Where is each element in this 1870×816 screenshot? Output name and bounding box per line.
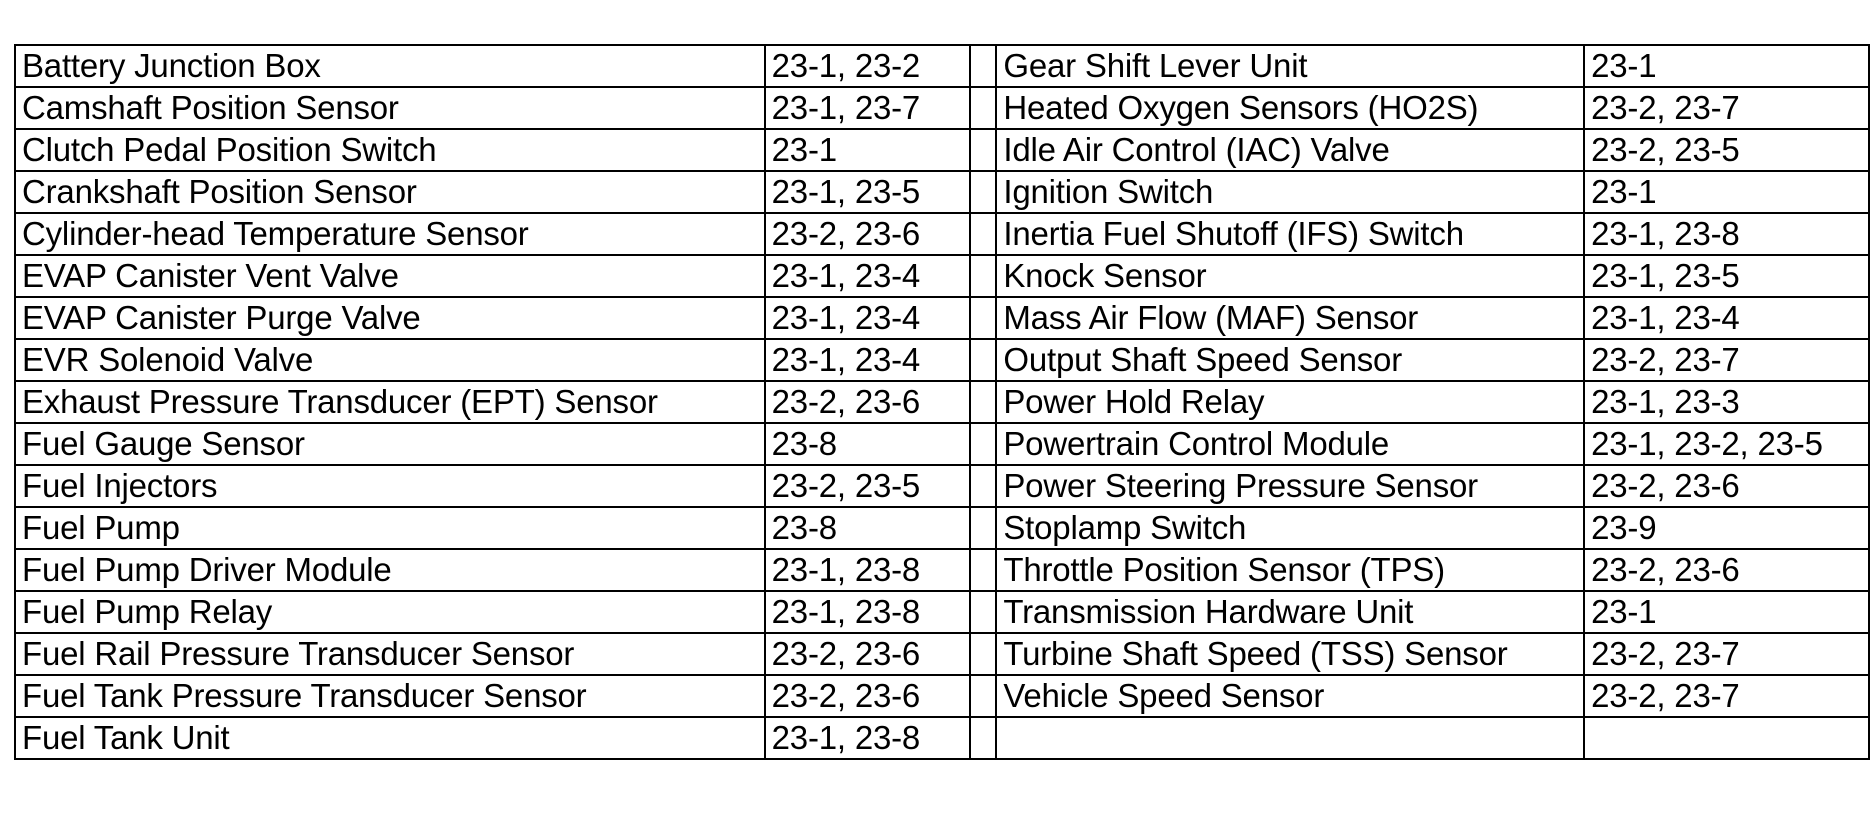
- component-name-cell: Fuel Gauge Sensor: [15, 423, 765, 465]
- column-gap: [970, 297, 996, 339]
- component-name-cell: EVR Solenoid Valve: [15, 339, 765, 381]
- page-reference-cell: 23-2, 23-7: [1584, 633, 1869, 675]
- component-name-cell: Stoplamp Switch: [996, 507, 1584, 549]
- column-gap: [970, 171, 996, 213]
- page-reference-cell: 23-2, 23-6: [1584, 549, 1869, 591]
- component-name-cell: Idle Air Control (IAC) Valve: [996, 129, 1584, 171]
- column-gap: [970, 339, 996, 381]
- table-row: [15, 129, 1869, 171]
- column-gap: [970, 675, 996, 717]
- component-name-cell: Camshaft Position Sensor: [15, 87, 765, 129]
- page-reference-cell: 23-2, 23-7: [1584, 87, 1869, 129]
- table-row: [15, 87, 1869, 129]
- column-gap: [970, 129, 996, 171]
- page-reference-cell: 23-1: [1584, 45, 1869, 87]
- component-name-cell: Vehicle Speed Sensor: [996, 675, 1584, 717]
- page-reference-cell: 23-1, 23-2: [765, 45, 971, 87]
- page-reference-cell: 23-1, 23-4: [1584, 297, 1869, 339]
- component-name-cell: Powertrain Control Module: [996, 423, 1584, 465]
- page-reference-cell: [1584, 717, 1869, 759]
- table-row: [15, 675, 1869, 717]
- page-reference-cell: 23-2, 23-5: [1584, 129, 1869, 171]
- column-gap: [970, 381, 996, 423]
- component-name-cell: Throttle Position Sensor (TPS): [996, 549, 1584, 591]
- table-row: [15, 171, 1869, 213]
- column-gap: [970, 633, 996, 675]
- column-gap: [970, 255, 996, 297]
- page-reference-cell: 23-1, 23-8: [1584, 213, 1869, 255]
- component-name-cell: Crankshaft Position Sensor: [15, 171, 765, 213]
- page-reference-cell: 23-1: [1584, 171, 1869, 213]
- page-reference-cell: 23-1, 23-3: [1584, 381, 1869, 423]
- page-reference-cell: 23-8: [765, 507, 971, 549]
- component-name-cell: Inertia Fuel Shutoff (IFS) Switch: [996, 213, 1584, 255]
- page-reference-cell: 23-1, 23-4: [765, 339, 971, 381]
- page-reference-cell: 23-2, 23-6: [765, 381, 971, 423]
- page-reference-cell: 23-2, 23-6: [1584, 465, 1869, 507]
- component-name-cell: Cylinder-head Temperature Sensor: [15, 213, 765, 255]
- component-name-cell: Heated Oxygen Sensors (HO2S): [996, 87, 1584, 129]
- table-row: [15, 717, 1869, 759]
- table-row: [15, 507, 1869, 549]
- page-reference-cell: 23-2, 23-6: [765, 633, 971, 675]
- table-row: [15, 255, 1869, 297]
- component-name-cell: Output Shaft Speed Sensor: [996, 339, 1584, 381]
- component-location-table: [14, 44, 1870, 760]
- component-name-cell: EVAP Canister Vent Valve: [15, 255, 765, 297]
- column-gap: [970, 507, 996, 549]
- table-row: [15, 423, 1869, 465]
- page-reference-cell: 23-9: [1584, 507, 1869, 549]
- page-reference-cell: 23-1, 23-4: [765, 255, 971, 297]
- column-gap: [970, 45, 996, 87]
- page-reference-cell: 23-1: [765, 129, 971, 171]
- component-name-cell: Knock Sensor: [996, 255, 1584, 297]
- column-gap: [970, 87, 996, 129]
- component-name-cell: Battery Junction Box: [15, 45, 765, 87]
- page-reference-cell: 23-2, 23-6: [765, 675, 971, 717]
- page-reference-cell: 23-1, 23-7: [765, 87, 971, 129]
- page-reference-cell: 23-2, 23-6: [765, 213, 971, 255]
- table-row: [15, 465, 1869, 507]
- page-reference-cell: 23-2, 23-7: [1584, 675, 1869, 717]
- table-body: [15, 45, 1869, 759]
- component-name-cell: [996, 717, 1584, 759]
- table-row: [15, 339, 1869, 381]
- table-row: [15, 45, 1869, 87]
- page-reference-cell: 23-1, 23-8: [765, 549, 971, 591]
- table-row: [15, 297, 1869, 339]
- component-name-cell: Gear Shift Lever Unit: [996, 45, 1584, 87]
- component-name-cell: Clutch Pedal Position Switch: [15, 129, 765, 171]
- page-reference-cell: 23-1: [1584, 591, 1869, 633]
- page-reference-cell: 23-1, 23-8: [765, 591, 971, 633]
- component-name-cell: Turbine Shaft Speed (TSS) Sensor: [996, 633, 1584, 675]
- component-name-cell: Power Hold Relay: [996, 381, 1584, 423]
- component-name-cell: Fuel Pump: [15, 507, 765, 549]
- component-name-cell: Fuel Injectors: [15, 465, 765, 507]
- table-row: [15, 591, 1869, 633]
- component-name-cell: Fuel Tank Pressure Transducer Sensor: [15, 675, 765, 717]
- page-reference-cell: 23-2, 23-7: [1584, 339, 1869, 381]
- column-gap: [970, 423, 996, 465]
- column-gap: [970, 591, 996, 633]
- column-gap: [970, 465, 996, 507]
- component-name-cell: Fuel Pump Driver Module: [15, 549, 765, 591]
- table-row: [15, 549, 1869, 591]
- component-name-cell: Fuel Rail Pressure Transducer Sensor: [15, 633, 765, 675]
- table-row: [15, 381, 1869, 423]
- column-gap: [970, 549, 996, 591]
- component-name-cell: Mass Air Flow (MAF) Sensor: [996, 297, 1584, 339]
- component-name-cell: Fuel Pump Relay: [15, 591, 765, 633]
- page-reference-cell: 23-1, 23-5: [765, 171, 971, 213]
- table-row: [15, 213, 1869, 255]
- column-gap: [970, 717, 996, 759]
- column-gap: [970, 213, 996, 255]
- page-reference-cell: 23-1, 23-8: [765, 717, 971, 759]
- page-reference-cell: 23-1, 23-2, 23-5: [1584, 423, 1869, 465]
- page-reference-cell: 23-1, 23-5: [1584, 255, 1869, 297]
- component-name-cell: Transmission Hardware Unit: [996, 591, 1584, 633]
- page-reference-cell: 23-1, 23-4: [765, 297, 971, 339]
- component-name-cell: EVAP Canister Purge Valve: [15, 297, 765, 339]
- component-name-cell: Fuel Tank Unit: [15, 717, 765, 759]
- component-name-cell: Power Steering Pressure Sensor: [996, 465, 1584, 507]
- component-name-cell: Ignition Switch: [996, 171, 1584, 213]
- page-reference-cell: 23-2, 23-5: [765, 465, 971, 507]
- page-reference-cell: 23-8: [765, 423, 971, 465]
- component-name-cell: Exhaust Pressure Transducer (EPT) Sensor: [15, 381, 765, 423]
- table-row: [15, 633, 1869, 675]
